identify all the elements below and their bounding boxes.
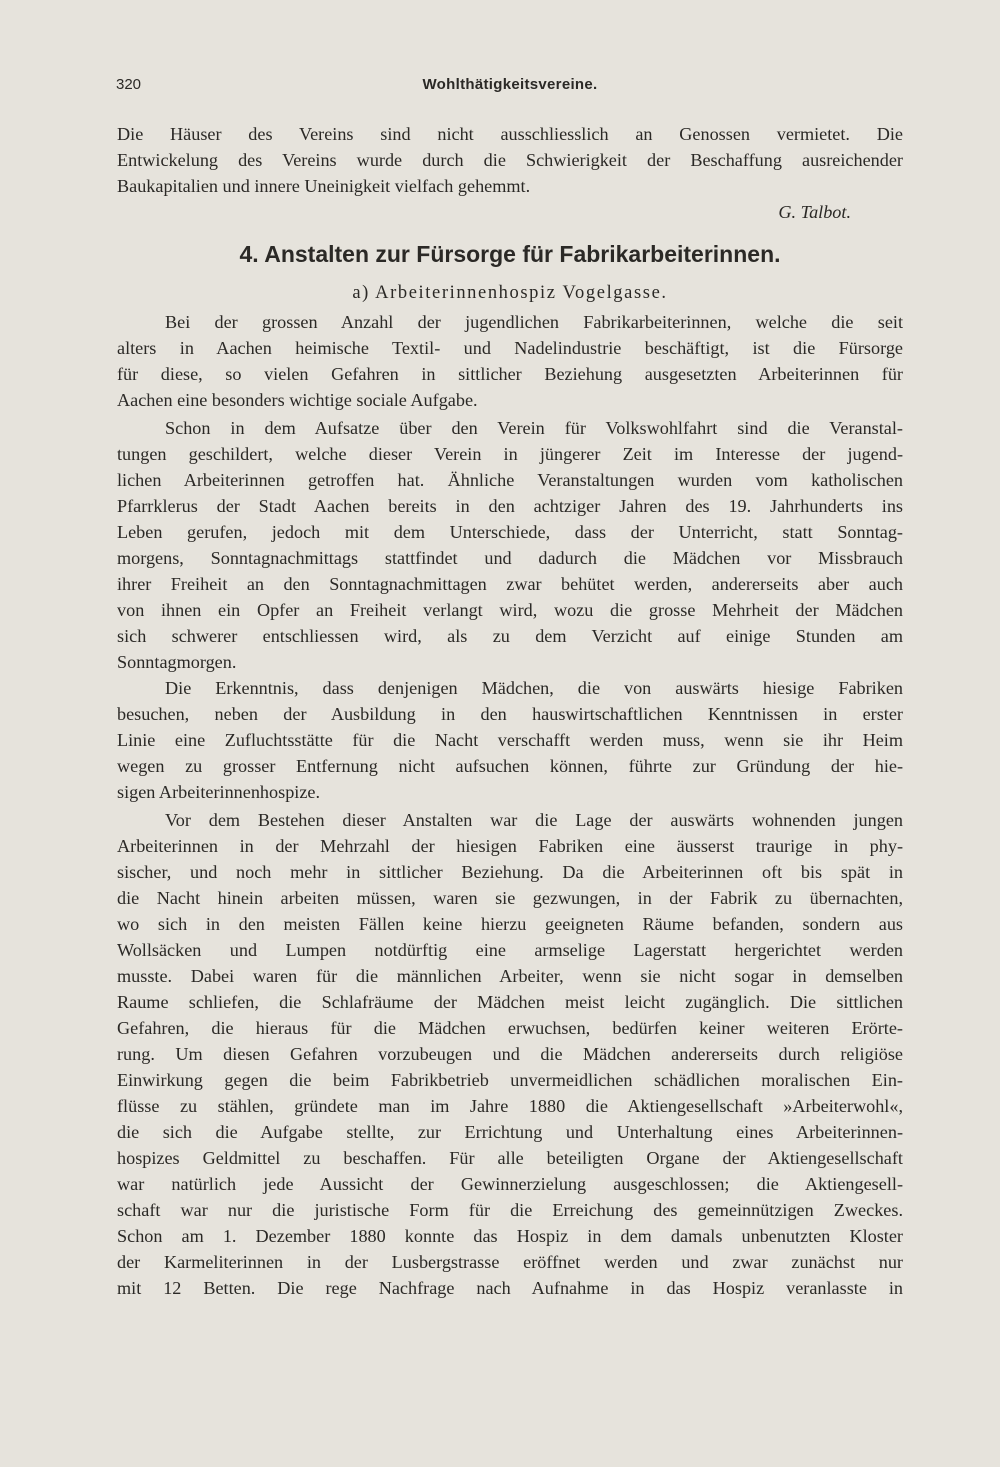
- text-line: sischer, und noch mehr in sittlicher Beziehung. Da die Arbeiterinnen oft bis spät in: [117, 862, 903, 882]
- text-line: die Nacht hinein arbeiten müssen, waren sie gezwungen, in der Fabrik zu übernachten,: [117, 888, 903, 908]
- text-line: wo sich in den meisten Fällen keine hierzu geeigneten Räume befanden, sondern aus: [117, 914, 903, 934]
- signature-text: G. Talbot.: [778, 202, 851, 222]
- intro-paragraph: [117, 121, 903, 199]
- paragraph-1: [117, 309, 903, 413]
- text-line: Die Erkenntnis, dass denjenigen Mädchen, die von auswärts hiesige Fabriken: [165, 678, 903, 698]
- text-line: für diese, so vielen Gefahren in sittlicher Beziehung ausgesetzten Arbeiterinnen für: [117, 364, 903, 384]
- text-line: Einwirkung gegen die beim Fabrikbetrieb unvermeidlichen schädlichen moralischen Ein-: [117, 1070, 903, 1090]
- text-line: Raume schliefen, die Schlafräume der Mädchen meist leicht zugänglich. Die sittlichen: [117, 992, 903, 1012]
- running-title: Wohlthätigkeitsvereine.: [422, 76, 598, 93]
- text-line: Die Häuser des Vereins sind nicht ausschliesslich an Genossen vermietet. Die: [117, 124, 903, 144]
- text-line: der Karmeliterinnen in der Lusbergstrasse eröffnet werden und zwar zunächst nur: [117, 1252, 903, 1272]
- text-line: von ihnen ein Opfer an Freiheit verlangt wird, wozu die grosse Mehrheit der Mädchen: [117, 600, 903, 620]
- text-line: war natürlich jede Aussicht der Gewinnerzielung ausgeschlossen; die Aktiengesell-: [117, 1174, 903, 1194]
- text-line: ihrer Freiheit an den Sonntagnachmittagen zwar behütet werden, andererseits aber auch: [117, 574, 903, 594]
- paragraph-4: [117, 807, 903, 1301]
- text-line: Vor dem Bestehen dieser Anstalten war die Lage der auswärts wohnenden jungen: [165, 810, 903, 830]
- body-text: [117, 121, 903, 1301]
- text-line: besuchen, neben der Ausbildung in den hauswirtschaftlichen Kenntnissen in erster: [117, 704, 903, 724]
- text-line: Schon in dem Aufsatze über den Verein für Volkswohlfahrt sind die Veranstal-: [165, 418, 903, 438]
- page-number: 320: [116, 76, 142, 93]
- page-header: [116, 76, 904, 100]
- subsection-heading: a) Arbeiterinnenhospiz Vogelgasse.: [352, 283, 668, 303]
- text-line: schaft war nur die juristische Form für die Erreichung des gemeinnützigen Zweckes.: [117, 1200, 903, 1220]
- text-line: sigen Arbeiterinnenhospize.: [117, 782, 321, 802]
- author-signature: [117, 199, 903, 225]
- text-line: wegen zu grosser Entfernung nicht aufsuchen können, führte zur Gründung der hie-: [117, 756, 903, 776]
- text-line: Pfarrklerus der Stadt Aachen bereits in den achtziger Jahren des 19. Jahrhunderts ins: [117, 496, 903, 516]
- text-line: Aachen eine besonders wichtige sociale Aufgabe.: [117, 390, 478, 410]
- text-line: Arbeiterinnen in der Mehrzahl der hiesigen Fabriken eine äusserst traurige in phy-: [117, 836, 903, 856]
- text-line: Gefahren, die hieraus für die Mädchen erwuchsen, bedürfen keiner weiteren Erörte-: [117, 1018, 903, 1038]
- text-line: Linie eine Zufluchtsstätte für die Nacht verschafft werden muss, wenn sie ihr Heim: [117, 730, 903, 750]
- text-line: lichen Arbeiterinnen getroffen hat. Ähnliche Veranstaltungen wurden vom katholischen: [117, 470, 903, 490]
- paragraph-2: [117, 415, 903, 675]
- text-line: Wollsäcken und Lumpen notdürftig eine armselige Lagerstatt hergerichtet werden: [117, 940, 903, 960]
- text-line: rung. Um diesen Gefahren vorzubeugen und die Mädchen andererseits durch religiöse: [117, 1044, 903, 1064]
- text-line: morgens, Sonntagnachmittags stattfindet und dadurch die Mädchen vor Missbrauch: [117, 548, 903, 568]
- section-heading: 4. Anstalten zur Fürsorge für Fabrikarbeiterinnen.: [239, 241, 781, 267]
- text-line: sich schwerer entschliessen wird, als zu dem Verzicht auf einige Stunden am: [117, 626, 903, 646]
- text-line: Schon am 1. Dezember 1880 konnte das Hospiz in dem damals unbenutzten Kloster: [117, 1226, 903, 1246]
- text-line: Bei der grossen Anzahl der jugendlichen Fabrikarbeiterinnen, welche die seit: [165, 312, 903, 332]
- paragraph-3: [117, 675, 903, 805]
- text-line: tungen geschildert, welche dieser Verein in jüngerer Zeit im Interesse der jugend-: [117, 444, 903, 464]
- text-line: die sich die Aufgabe stellte, zur Errichtung und Unterhaltung eines Arbeiterinnen-: [117, 1122, 903, 1142]
- text-line: musste. Dabei waren für die männlichen Arbeiter, wenn sie nicht sogar in demselben: [117, 966, 903, 986]
- text-line: alters in Aachen heimische Textil- und Nadelindustrie beschäftigt, ist die Fürsorge: [117, 338, 903, 358]
- text-line: Leben gerufen, jedoch mit dem Unterschiede, dass der Unterricht, statt Sonntag-: [117, 522, 903, 542]
- text-line: flüsse zu stählen, gründete man im Jahre 1880 die Aktiengesellschaft »Arbeiterwohl«,: [117, 1096, 903, 1116]
- text-line: Baukapitalien und innere Uneinigkeit vielfach gehemmt.: [117, 176, 531, 196]
- text-line: hospizes Geldmittel zu beschaffen. Für alle beteiligten Organe der Aktiengesellschaft: [117, 1148, 903, 1168]
- text-line: mit 12 Betten. Die rege Nachfrage nach Aufnahme in das Hospiz veranlasste in: [117, 1278, 903, 1298]
- text-line: Sonntagmorgen.: [117, 652, 237, 672]
- text-line: Entwickelung des Vereins wurde durch die Schwierigkeit der Beschaffung ausreichender: [117, 150, 903, 170]
